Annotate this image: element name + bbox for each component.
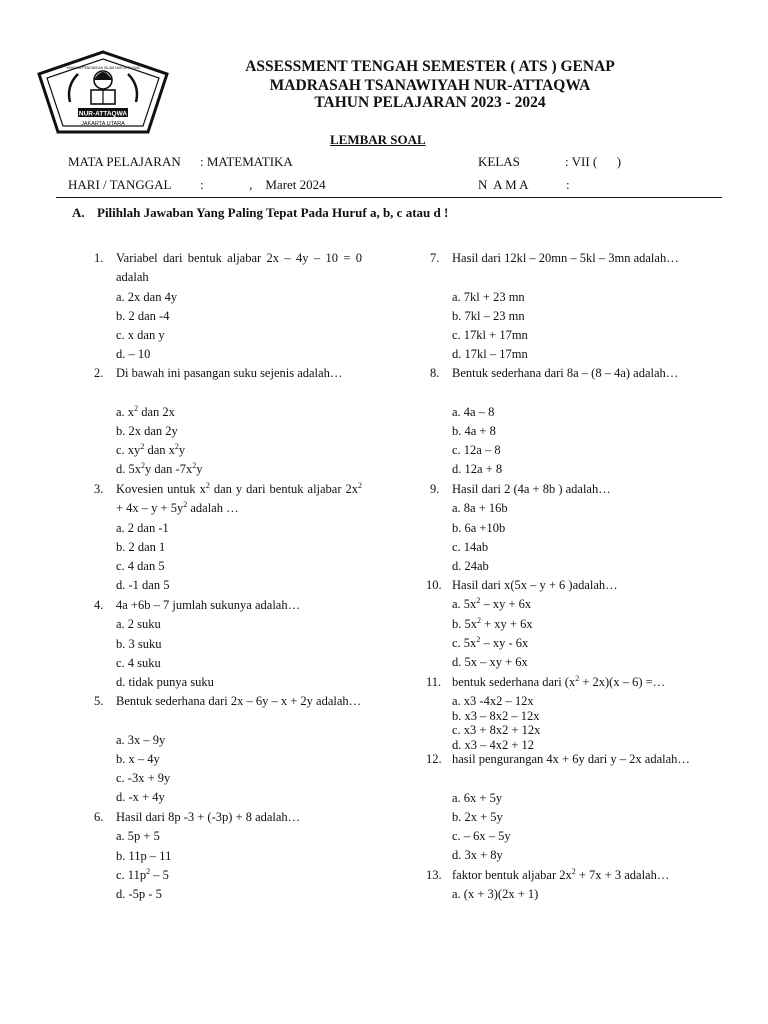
option-a[interactable]: a. 2x dan 4y xyxy=(116,289,178,304)
info-divider xyxy=(56,197,722,198)
option-a[interactable]: a. 7kl + 23 mn xyxy=(452,289,525,304)
option-b[interactable]: b. 2 dan -4 xyxy=(116,308,170,323)
option-a[interactable]: a. $x^2$ dan 2x xyxy=(116,403,175,419)
name-value: : xyxy=(566,177,570,192)
option-c[interactable]: c. x3 + 8x2 + 12x xyxy=(452,723,541,738)
option-d[interactable]: d. 24ab xyxy=(452,559,489,574)
option-d[interactable]: d. 5x – xy + 6x xyxy=(452,655,528,670)
option-c[interactable]: c. – 6x – 5y xyxy=(452,829,511,844)
doc-title: LEMBAR SOAL xyxy=(330,132,426,147)
class-value: : VII ( ) xyxy=(565,154,622,169)
date-label: HARI / TANGGAL xyxy=(68,177,172,192)
option-c[interactable]: c. 14ab xyxy=(452,539,489,554)
question-number: 12. xyxy=(426,752,442,766)
option-d[interactable]: d. -x + 4y xyxy=(116,790,165,805)
question-number: 8. xyxy=(430,366,440,380)
question-stem: Hasil dari 8p -3 + (-3p) + 8 adalah… xyxy=(116,810,301,824)
question-stem: Hasil dari 2 (4a + 8b ) adalah… xyxy=(452,482,611,496)
option-b[interactable]: b. 4a + 8 xyxy=(452,423,496,438)
question-number: 10. xyxy=(426,578,442,592)
question-stem: Bentuk sederhana dari 8a – (8 – 4a) adalah… xyxy=(452,366,679,380)
instruction-text: Pilihlah Jawaban Yang Paling Tepat Pada Huruf a, b, c atau d ! xyxy=(97,205,449,220)
question-stem: 4a +6b – 7 jumlah sukunya adalah… xyxy=(116,598,301,612)
question-stem: Hasil dari x(5x – y + 6 )adalah… xyxy=(452,578,618,592)
option-c[interactable]: c. 4 dan 5 xyxy=(116,559,165,574)
question-stem: Bentuk sederhana dari 2x – 6y – x + 2y adalah… xyxy=(116,694,362,708)
question-number: 9. xyxy=(430,482,440,496)
subject-label: MATA PELAJARAN xyxy=(68,154,181,169)
option-c[interactable]: c. 17kl + 17mn xyxy=(452,328,528,343)
header-title-line1: ASSESSMENT TENGAH SEMESTER ( ATS ) GENAP xyxy=(245,58,615,75)
question-number: 6. xyxy=(94,810,104,824)
option-c[interactable]: c. $11p^2 - 5$ xyxy=(116,866,169,882)
class-label: KELAS xyxy=(478,154,520,169)
option-d[interactable]: d. $5x^2y$ dan $-7x^2y$ xyxy=(116,461,203,477)
option-a[interactable]: a. 8a + 16b xyxy=(452,501,508,516)
option-b[interactable]: b. $5x^2$ + xy + 6x xyxy=(452,615,533,631)
question-stem: Kovesien untuk $x^2$ dan y dari bentuk aljabar $2x^2 + 4x - y + 5y^2$ adalah … xyxy=(116,481,362,516)
option-d[interactable]: d. 3x + 8y xyxy=(452,848,503,863)
option-d[interactable]: d. x3 – 4x2 + 12 xyxy=(452,737,535,752)
instruction-letter: A. xyxy=(72,205,85,220)
date-value: : , Maret 2024 xyxy=(200,177,326,192)
option-c[interactable]: c. 12a – 8 xyxy=(452,443,501,458)
option-b[interactable]: b. 2 dan 1 xyxy=(116,539,166,554)
option-c[interactable]: c. x dan y xyxy=(116,328,165,343)
logo-banner-text: NUR-ATTAQWA xyxy=(78,110,128,118)
question-stem: faktor bentuk aljabar $2x^2 + 7x + 3$ adalah… xyxy=(452,867,670,882)
option-b[interactable]: b. 6a +10b xyxy=(452,520,506,535)
question-number: 4. xyxy=(94,598,104,612)
school-logo xyxy=(36,50,170,134)
question-stem: hasil pengurangan 4x + 6y dari y – 2x adalah… xyxy=(452,752,690,766)
name-label: N A M A xyxy=(478,177,529,192)
question-number: 3. xyxy=(94,482,104,496)
header-title-line3: TAHUN PELAJARAN 2023 - 2024 xyxy=(314,94,546,111)
option-a[interactable]: a. 6x + 5y xyxy=(452,790,503,805)
option-a[interactable]: a. 2 suku xyxy=(116,617,161,632)
option-b[interactable]: b. 3 suku xyxy=(116,636,162,651)
question-stem: Hasil dari 12kl – 20mn – 5kl – 3mn adalah… xyxy=(452,251,679,265)
option-b[interactable]: b. 2x dan 2y xyxy=(116,423,178,438)
logo-bottom-text: JAKARTA UTARA xyxy=(81,121,125,127)
header-title-line2: MADRASAH TSANAWIYAH NUR-ATTAQWA xyxy=(269,77,591,94)
option-c[interactable]: c. -3x + 9y xyxy=(116,771,171,786)
question-number: 11. xyxy=(426,675,442,689)
option-b[interactable]: b. 11p – 11 xyxy=(116,848,172,863)
question-stem: Variabel dari bentuk aljabar 2x – 4y – 10 = 0 adalah xyxy=(116,251,362,285)
option-a[interactable]: a. (x + 3)(2x + 1) xyxy=(452,887,539,902)
question-number: 1. xyxy=(94,251,104,265)
option-c[interactable]: c. $5x^2$ – xy - 6x xyxy=(452,634,529,650)
option-d[interactable]: d. -1 dan 5 xyxy=(116,578,170,593)
option-d[interactable]: d. tidak punya suku xyxy=(116,675,214,690)
option-a[interactable]: a. 5p + 5 xyxy=(116,829,160,844)
option-c[interactable]: c. 4 suku xyxy=(116,655,161,670)
option-b[interactable]: b. 7kl – 23 mn xyxy=(452,308,525,323)
question-number: 5. xyxy=(94,694,104,708)
question-number: 2. xyxy=(94,366,104,380)
option-d[interactable]: d. 12a + 8 xyxy=(452,462,503,477)
option-b[interactable]: b. x – 4y xyxy=(116,751,160,766)
question-stem: bentuk sederhana dari $(x^2 + 2x)(x - 6)$ =… xyxy=(452,674,666,689)
option-a[interactable]: a. 2 dan -1 xyxy=(116,520,169,535)
question-number: 7. xyxy=(430,251,440,265)
option-d[interactable]: d. -5p - 5 xyxy=(116,887,162,902)
option-a[interactable]: a. 4a – 8 xyxy=(452,404,495,419)
question-number: 13. xyxy=(426,868,442,882)
question-stem: Di bawah ini pasangan suku sejenis adalah… xyxy=(116,366,343,380)
logo-top-text: YAYASAN PENDIDIKAN ISLAM NUR-ATTAQWA xyxy=(66,66,140,70)
option-d[interactable]: d. 17kl – 17mn xyxy=(452,347,528,362)
option-b[interactable]: b. 2x + 5y xyxy=(452,809,503,824)
option-a[interactable]: a. $5x^2$ – xy + 6x xyxy=(452,596,532,612)
option-a[interactable]: a. x3 -4x2 – 12x xyxy=(452,694,534,708)
option-a[interactable]: a. 3x – 9y xyxy=(116,732,166,747)
subject-value: : MATEMATIKA xyxy=(200,154,293,169)
option-b[interactable]: b. x3 – 8x2 – 12x xyxy=(452,708,540,723)
option-d[interactable]: d. – 10 xyxy=(116,347,151,362)
option-c[interactable]: c. $xy^2$ dan $x^2y$ xyxy=(116,442,186,458)
